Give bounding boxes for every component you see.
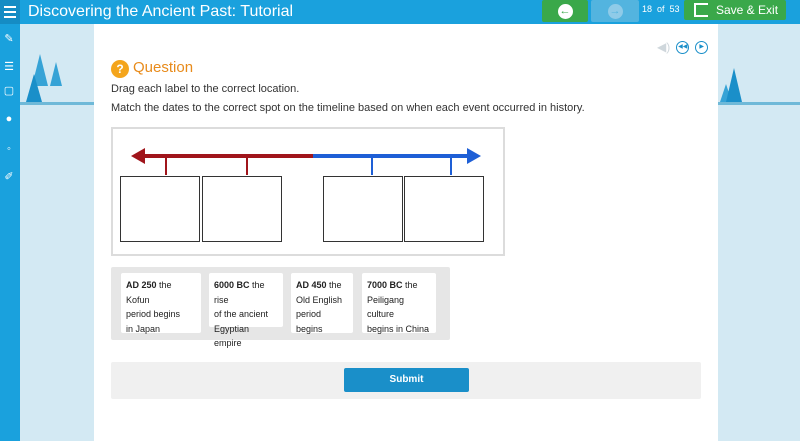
drop-zone-4[interactable] (404, 176, 484, 242)
page-counter (642, 4, 680, 14)
label-tray (111, 267, 450, 348)
drop-zone-2[interactable] (202, 176, 282, 242)
label-text: the (326, 280, 342, 290)
label-text: begins in China (367, 323, 430, 334)
draggable-label[interactable] (362, 273, 436, 333)
pen-icon[interactable]: ✐ (4, 171, 14, 183)
tree-icon (718, 44, 800, 124)
background-scenery-right (718, 24, 800, 441)
question-icon: ? (111, 60, 129, 78)
translate-icon[interactable]: ◦ (7, 143, 11, 155)
question-heading: Question (133, 59, 194, 76)
label-date: AD 250 (126, 280, 157, 290)
tree-icon (20, 44, 95, 124)
draggable-label[interactable] (291, 273, 353, 333)
label-text: Egyptian empire (214, 323, 250, 348)
instruction-text: Drag each label to the correct location. (111, 83, 300, 95)
speaker-icon[interactable]: ◀) (657, 40, 671, 54)
label-text: the rise (214, 280, 265, 305)
prompt-text: Match the dates to the correct spot on the timeline based on when each event occurred in history. (111, 102, 585, 114)
menu-icon[interactable] (0, 0, 20, 24)
timeline-area (111, 127, 505, 256)
page-title: Discovering the Ancient Past: Tutorial (28, 3, 294, 20)
label-date: 6000 BC (214, 280, 250, 290)
books-icon[interactable]: ☰ (4, 61, 14, 73)
glossary-icon[interactable]: ▢ (3, 85, 15, 97)
page-current: 18 (642, 4, 653, 14)
back-button[interactable] (542, 0, 588, 22)
submit-bar (111, 362, 701, 399)
label-date: 7000 BC (367, 280, 403, 290)
save-exit-button[interactable] (684, 0, 786, 20)
top-bar (0, 0, 800, 24)
label-text: period begins (296, 309, 323, 334)
question-panel (94, 24, 718, 441)
label-date: AD 450 (296, 280, 327, 290)
page-of: of (657, 4, 665, 14)
back-arrow-icon: ← (559, 4, 571, 17)
draggable-label[interactable] (121, 273, 201, 333)
submit-button[interactable]: Submit (344, 368, 469, 392)
pencil-square-icon[interactable]: ✎ (4, 33, 14, 45)
background-scenery-left (20, 24, 95, 441)
audio-controls (657, 40, 708, 54)
drop-zone-3[interactable] (323, 176, 403, 242)
save-exit-label: Save & Exit (716, 3, 779, 17)
exit-icon (694, 3, 708, 17)
label-text: Old English (296, 294, 343, 305)
drop-zone-1[interactable] (120, 176, 200, 242)
label-text: of the ancient (214, 309, 269, 319)
tool-sidebar (0, 24, 20, 441)
play-icon[interactable]: ▶ (695, 41, 708, 54)
label-text: the (402, 280, 418, 290)
forward-arrow-icon: → (609, 4, 621, 17)
audio-icon[interactable]: ● (5, 113, 13, 125)
label-text: Peiligang culture (367, 294, 405, 319)
label-text: in Japan (126, 323, 161, 334)
page-total: 53 (669, 4, 680, 14)
forward-button[interactable] (591, 0, 639, 22)
rewind-icon[interactable]: ◀◀ (676, 41, 689, 54)
label-text: the Kofun (126, 280, 172, 305)
draggable-label[interactable] (209, 273, 283, 348)
label-text: period begins (126, 309, 181, 319)
